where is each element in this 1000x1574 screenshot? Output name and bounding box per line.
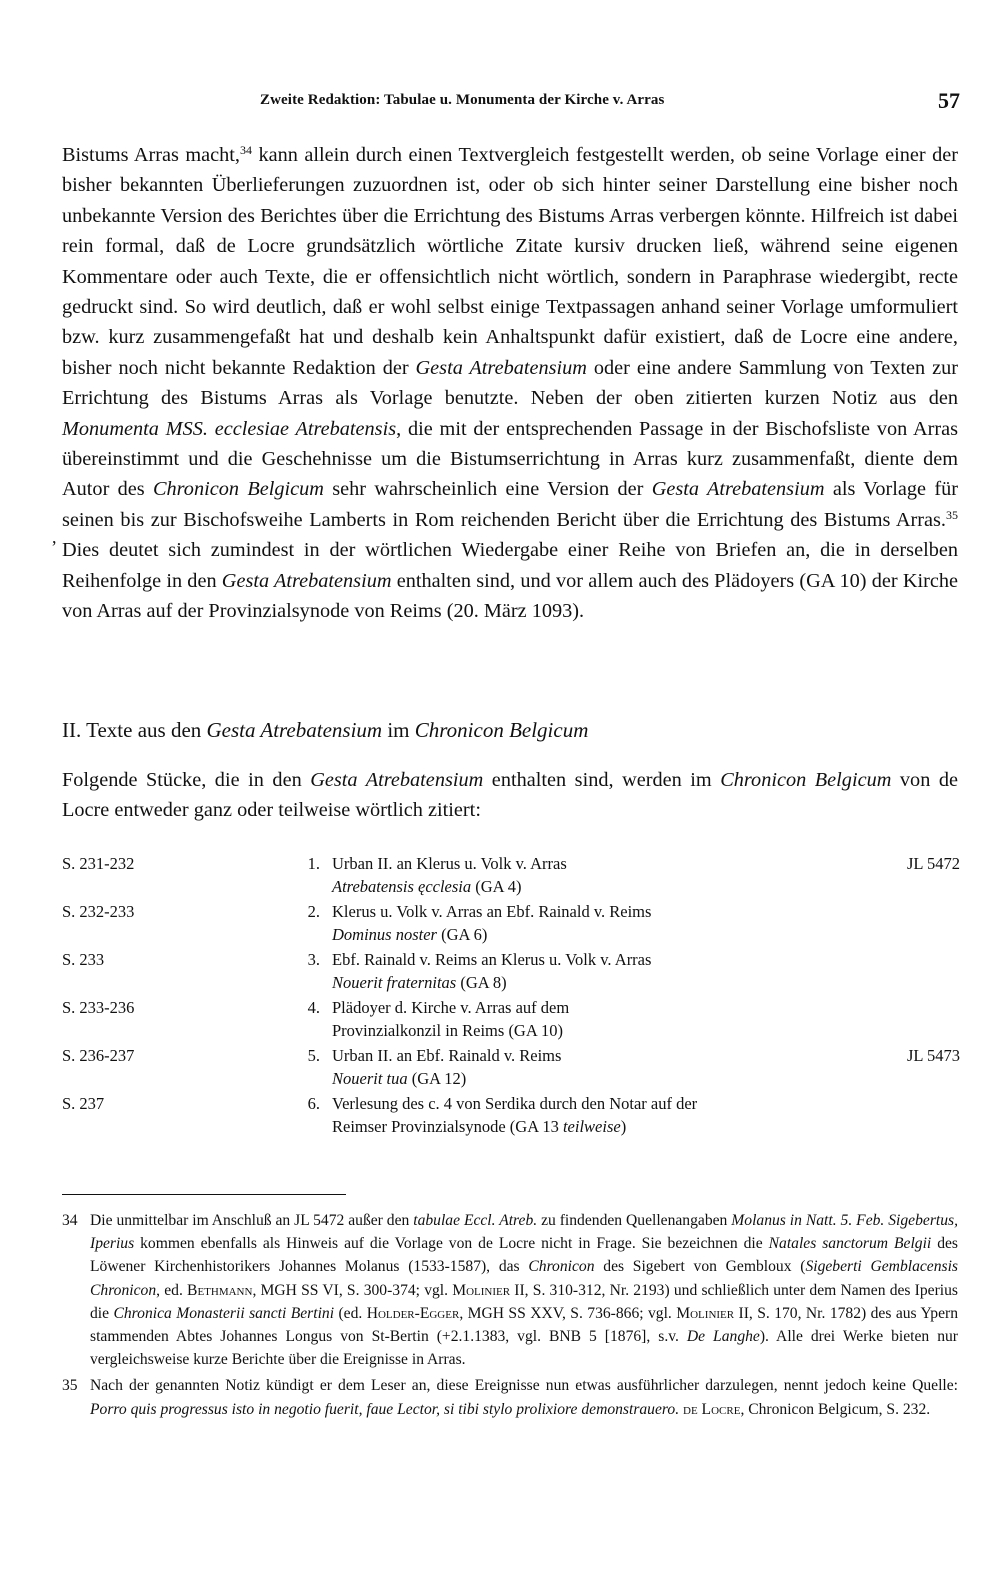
italic-title: Gesta Atrebatensium [415, 356, 587, 379]
text-span: enthalten sind, werden im [483, 769, 721, 791]
margin-mark: , [52, 527, 57, 547]
author-name: Bethmann [187, 1281, 253, 1299]
list-item [62, 900, 960, 948]
item-ref: Reimser Provinzialsynode (GA 13 [332, 1117, 563, 1136]
footnote-34 [62, 1209, 958, 1371]
item-number: 2. [307, 902, 320, 921]
page-range: S. 236-237 [62, 1046, 135, 1065]
text-span: sehr wahrscheinlich eine Version der [323, 478, 652, 501]
text-span: ). Alle drei Werke bieten nur vergleichsweise kurze Berichte über die Ereignisse in Arras. [90, 1328, 958, 1369]
text-span: kommen ebenfalls als Hinweis auf die Vorlage von de Locre nicht in Frage. Sie bezeichnen die [134, 1235, 769, 1253]
text-span: Nach der genannten Notiz kündigt er dem Leser an, diese Ereignisse nun etwas ausführlicher darzulegen, nennt jedoch keine Quelle: [90, 1377, 958, 1395]
page-range: S. 232-233 [62, 902, 135, 921]
item-ref-end: ) [620, 1117, 627, 1136]
text-span: als Vorlage für seinen bis zur Bischofsweihe Lamberts in Rom reichenden Bericht über die Errichtung des Bistums Arras. [62, 478, 958, 531]
footnote-ref-34[interactable]: 34 [240, 143, 252, 157]
text-span: kann allein durch einen Textvergleich festgestellt werden, ob seine Vorlage einer der bisher bekannten Überlieferungen zuzuordnen ist, oder ob sich hinter seiner Darstellung eine bisher noch unbekannte Version des Berichtes über die Errichtung des Bistums Arras verbergen könnte. Hilfreich ist dabei rein formal, daß de Locre grundsätzlich wörtliche Zitate kursiv drucken ließ, während seine eigenen Kommentare oder auch Texte, die er offensichtlich nicht wörtlich, sondern in Paraphrase wiedergibt, recte gedruckt sind. So wird deutlich, daß er wohl selbst einige Textpassagen anhand seiner Vorlage umformuliert bzw. kurz zusammengefaßt hat und deshalb kein Anhaltspunkt dafür existiert, daß de Locre eine andere, bisher noch nicht bekannte Redaktion der [62, 144, 958, 379]
footnote-rule [62, 1194, 346, 1195]
italic-title: Chronicon Belgicum [720, 769, 892, 791]
page-range: S. 233-236 [62, 998, 135, 1017]
item-ref: (GA 4) [471, 877, 522, 896]
list-item [62, 852, 960, 900]
italic-title: De Langhe [686, 1328, 760, 1346]
footnote-number: 35 [62, 1377, 78, 1395]
item-line: Urban II. an Ebf. Rainald v. Reims [332, 1046, 562, 1065]
text-span: enthalten sind, und vor allem auch des Plädoyers (GA 10) der Kirche von Arras auf der Provinzialsynode von Reims (20. März 1093). [62, 569, 959, 623]
italic-title: Sigeberti Gemblacensis Chronicon [90, 1258, 958, 1299]
italic-title: Gesta Atrebatensium [651, 478, 825, 501]
item-ref: (GA 8) [456, 973, 507, 992]
item-number: 4. [307, 998, 320, 1017]
item-ref: Provinzialkonzil in Reims (GA 10) [332, 1021, 563, 1040]
body-paragraph [62, 140, 958, 627]
item-ref: (GA 6) [436, 925, 488, 944]
heading-text: II. Texte aus den [62, 718, 207, 742]
item-line: Verlesung des c. 4 von Serdika durch den Notar auf der [332, 1094, 698, 1113]
text-span: Dies deutet sich zumindest in der wörtlichen Wiedergabe einer Reihe von Briefen an, die in derselben Reihenfolge in den [62, 539, 958, 592]
italic-title: Chronicon [528, 1258, 595, 1276]
item-number: 6. [307, 1094, 320, 1113]
italic-title: Monumenta MSS. ecclesiae Atrebatensis [62, 417, 397, 440]
running-title: Zweite Redaktion: Tabulae u. Monumenta der Kirche v. Arras [260, 92, 665, 108]
jl-number: JL 5472 [906, 854, 960, 873]
footnote-text [90, 1212, 958, 1368]
item-description [332, 996, 852, 1042]
text-span: , MGH SS XXV, S. 736-866; vgl. [459, 1304, 677, 1322]
item-number: 1. [307, 854, 320, 873]
footnote-number: 34 [62, 1212, 78, 1229]
text-span: , die mit der entsprechenden Passage in der Bischofsliste von Arras übereinstimmt und die Geschehnisse um die Bistumserrichtung in Arras kurz zusammenfaßt, diente dem Autor des [62, 417, 958, 501]
text-span: zu findenden Quellenangaben [537, 1212, 732, 1229]
italic-title: Gesta Atrebatensium [310, 769, 484, 791]
author-name: Molinier [452, 1281, 511, 1299]
item-line: Urban II. an Klerus u. Volk v. Arras [332, 854, 567, 873]
running-head [62, 88, 960, 116]
text-span: , Chronicon Belgicum, S. 232. [740, 1400, 931, 1418]
list-item [62, 996, 960, 1044]
item-line: Ebf. Rainald v. Reims an Klerus u. Volk v. Arras [332, 950, 652, 969]
item-number: 3. [307, 950, 320, 969]
italic-title: Molanus in Natt. 5. Feb. Sigebertus, Iperius [90, 1212, 958, 1253]
item-description [332, 852, 852, 898]
italic-title: tabulae Eccl. Atreb. [413, 1212, 538, 1229]
jl-number: JL 5473 [906, 1046, 960, 1065]
author-name: Molinier [676, 1304, 735, 1322]
item-description [332, 1044, 852, 1090]
heading-italic: Gesta Atrebatensium [206, 718, 383, 742]
text-span: II, S. 170, Nr. 1782) des aus Ypern stammenden Abtes Johannes Longus von St-Bertin (+2.1.1383, vgl. BNB 5 [1876], s.v. [90, 1304, 958, 1346]
item-incipit: Atrebatensis ęcclesia [332, 877, 472, 896]
list-item [62, 1044, 960, 1092]
item-description [332, 900, 852, 946]
item-description [332, 1092, 852, 1138]
text-span: des Löwener Kirchenhistorikers Johannes Molanus (1533-1587), das [90, 1235, 958, 1276]
list-item [62, 948, 960, 996]
page-range: S. 237 [62, 1094, 105, 1113]
page-range: S. 233 [62, 950, 105, 969]
item-incipit: Dominus noster [332, 925, 437, 944]
text-span: von de Locre entweder ganz oder teilweise wörtlich zitiert: [62, 769, 959, 822]
author-name: Holder-Egger [366, 1304, 460, 1322]
item-ref-italic: teilweise [562, 1117, 621, 1136]
text-span: , MGH SS VI, S. 300-374; vgl. [252, 1281, 453, 1299]
item-incipit: Nouerit fraternitas [332, 973, 457, 992]
item-line: Klerus u. Volk v. Arras an Ebf. Rainald v. Reims [332, 902, 652, 921]
list-intro-paragraph [62, 765, 958, 826]
text-span: (ed. [334, 1304, 367, 1322]
text-span: , ed. [156, 1281, 188, 1299]
footnotes [62, 1209, 958, 1424]
heading-text: im [382, 718, 415, 742]
italic-title: Gesta Atrebatensium [221, 569, 392, 592]
document-list [62, 852, 960, 1140]
italic-title: Chronica Monasterii sancti Bertini [113, 1304, 335, 1322]
italic-title: Chronicon Belgicum [153, 478, 324, 501]
italic-title: Porro quis progressus isto in negotio fuerit, faue Lector, si tibi stylo prolixiore demonstrauero. [90, 1400, 680, 1418]
footnote-ref-35[interactable]: 35 [946, 507, 958, 522]
italic-title: Natales sanctorum Belgii [768, 1235, 932, 1253]
text-span: Die unmittelbar im Anschluß an JL 5472 außer den [90, 1212, 414, 1229]
text-span: Bistums Arras macht, [62, 144, 240, 166]
text-span: oder eine andere Sammlung von Texten zur Errichtung des Bistums Arras als Vorlage benutzte. Neben der oben zitierten kurzen Notiz aus den [62, 356, 958, 410]
item-description [332, 948, 852, 994]
text-span: II, S. 310-312, Nr. 2193) und schließlich unter dem Namen des Iperius die [90, 1281, 958, 1322]
footnote-35 [62, 1374, 958, 1420]
item-incipit: Nouerit tua [332, 1069, 408, 1088]
section-heading [62, 718, 588, 743]
footnote-text [90, 1377, 958, 1417]
list-item [62, 1092, 960, 1140]
item-ref: (GA 12) [407, 1069, 467, 1088]
page-range: S. 231-232 [62, 854, 135, 873]
item-line: Plädoyer d. Kirche v. Arras auf dem [332, 998, 570, 1017]
item-number: 5. [307, 1046, 320, 1065]
text-span: Folgende Stücke, die in den [62, 769, 311, 791]
text-span: des Sigebert von Gembloux ( [594, 1258, 806, 1276]
author-name: de Locre [683, 1400, 741, 1418]
page-number: 57 [938, 88, 960, 113]
heading-italic: Chronicon Belgicum [414, 718, 589, 742]
